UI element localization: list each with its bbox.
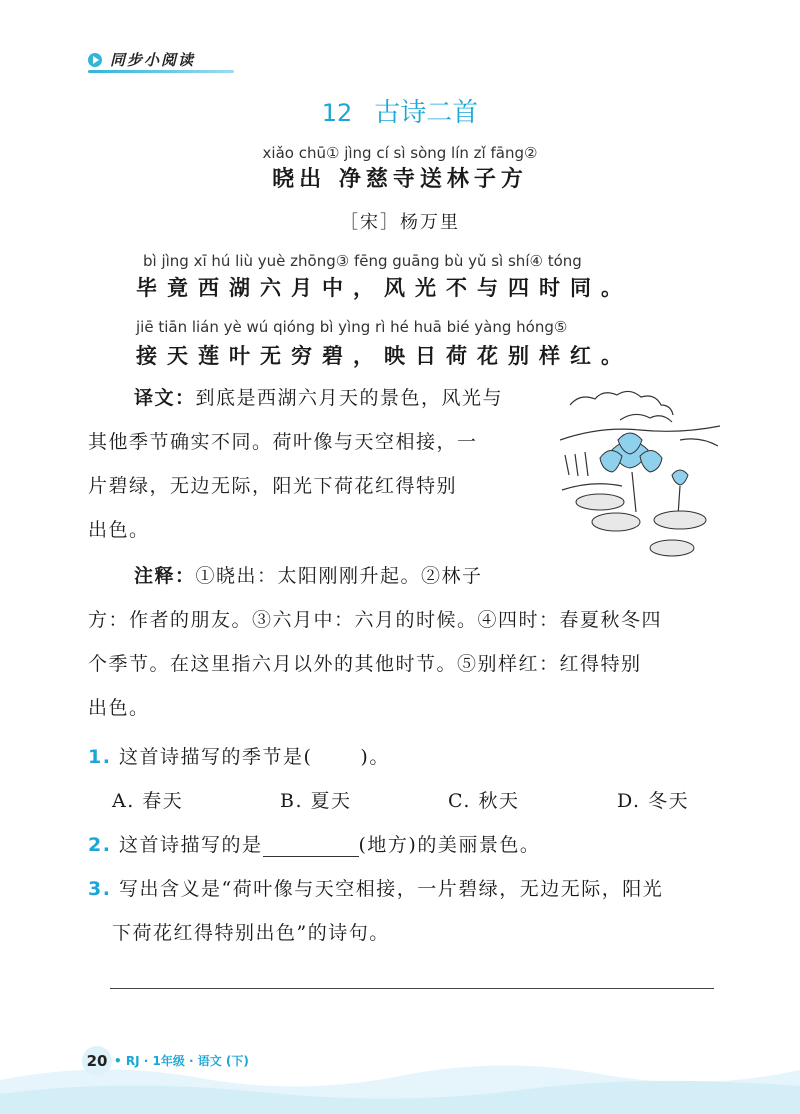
question-2-number: 2. xyxy=(88,834,112,856)
question-1-text: 这首诗描写的季节是( xyxy=(119,746,313,768)
lotus-illustration xyxy=(560,380,720,570)
poem-author: ［宋］杨万里 xyxy=(340,212,460,233)
notes-line-3: 个季节。在这里指六月以外的其他时节。⑤别样红：红得特别 xyxy=(88,653,642,675)
poem-line-1: 毕竟西湖六月中，风光不与四时同。 xyxy=(136,276,632,300)
lesson-title xyxy=(0,92,800,129)
question-2 xyxy=(88,830,540,857)
lesson-title-text: 古诗二首 xyxy=(374,98,479,128)
option-a[interactable]: A. 春天 xyxy=(112,790,184,812)
notes-text-1: ①晓出：太阳刚刚升起。②林子 xyxy=(195,565,483,587)
page-number: 20 xyxy=(82,1046,112,1076)
question-2-blank[interactable] xyxy=(263,836,359,857)
footer-text: • RJ · 1年级 · 语文 (下) xyxy=(114,1054,249,1068)
translation-text-1: 到底是西湖六月天的景色，风光与 xyxy=(195,387,504,409)
notes-line-2: 方：作者的朋友。③六月中：六月的时候。④四时：春夏秋冬四 xyxy=(88,609,663,631)
notes-label: 注释： xyxy=(134,565,196,587)
play-icon xyxy=(88,53,102,67)
question-2-text-end: (地方)的美丽景色。 xyxy=(358,834,541,856)
poem-title-pinyin: xiǎo chū① jìng cí sì sòng lín zǐ fāng② xyxy=(262,144,538,162)
option-c[interactable]: C. 秋天 xyxy=(448,790,520,812)
question-1-text-end: )。 xyxy=(360,746,390,768)
question-3-text-1: 写出含义是“荷叶像与天空相接，一片碧绿，无边无际，阳光 xyxy=(119,878,664,900)
question-2-text: 这首诗描写的是 xyxy=(119,834,263,856)
poem-line-1-pinyin: bì jìng xī hú liù yuè zhōng③ fēng guāng bù yǔ sì shí④ tóng xyxy=(143,252,582,270)
poem-line-2: 接天莲叶无穷碧，映日荷花别样红。 xyxy=(136,344,632,368)
question-1-number: 1. xyxy=(88,746,112,768)
question-3 xyxy=(88,874,663,901)
option-b[interactable]: B. 夏天 xyxy=(280,790,352,812)
notes-line-1 xyxy=(134,554,483,598)
poem-line-2-pinyin: jiē tiān lián yè wú qióng bì yìng rì hé huā bié yàng hóng⑤ xyxy=(136,318,568,336)
lesson-number: 12 xyxy=(321,99,353,127)
option-d[interactable]: D. 冬天 xyxy=(617,790,690,812)
translation-line-3: 片碧绿，无边无际，阳光下荷花红得特别 xyxy=(88,475,458,497)
section-tag-label: 同步小阅读 xyxy=(110,51,196,69)
translation-line-1 xyxy=(134,376,503,420)
translation-label: 译文： xyxy=(134,387,196,409)
translation-line-2: 其他季节确实不同。荷叶像与天空相接，一 xyxy=(88,431,478,453)
section-tag-underline xyxy=(88,70,234,73)
question-3-number: 3. xyxy=(88,878,112,900)
notes-line-4: 出色。 xyxy=(88,697,150,719)
question-1 xyxy=(88,742,390,769)
translation-line-4: 出色。 xyxy=(88,519,150,541)
poem-title: 晓出 净慈寺送林子方 xyxy=(272,167,528,192)
question-3-answer-line[interactable] xyxy=(110,988,714,989)
question-3-text-2: 下荷花红得特别出色”的诗句。 xyxy=(112,922,390,944)
